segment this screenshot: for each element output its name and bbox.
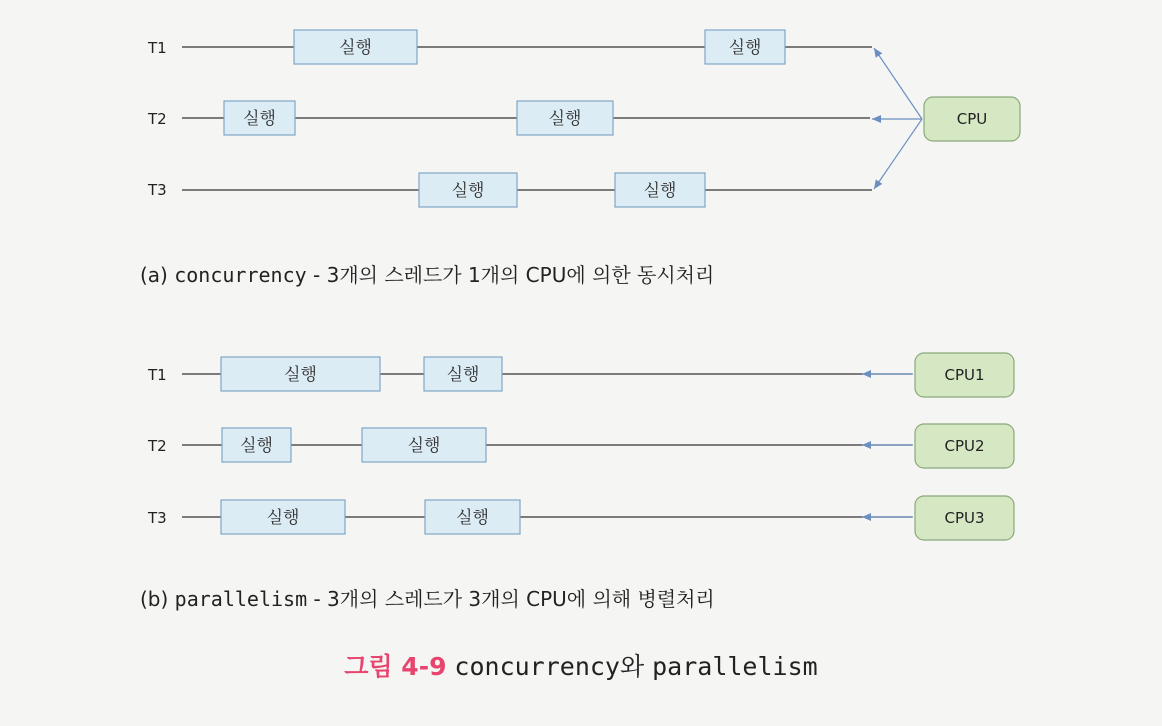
figure-title xyxy=(0,647,1162,683)
task-label-a-t3-1: 실행 xyxy=(451,181,485,201)
task-label-b-t3-2: 실행 xyxy=(456,508,489,528)
caption-b-suffix: - 3개의 스레드가 3개의 CPU에 의해 병렬처리 xyxy=(307,587,715,611)
task-label-a-t2-1: 실행 xyxy=(243,109,276,129)
cpu-arrow-a-t1 xyxy=(874,48,922,119)
figure-number: 그림 4-9 xyxy=(344,652,447,681)
task-label-a-t1-2: 실행 xyxy=(728,38,762,58)
thread-label-b-t1: T1 xyxy=(148,366,167,384)
task-label-b-t1-1: 실행 xyxy=(284,365,317,385)
thread-label-a-t2: T2 xyxy=(148,110,167,128)
caption-b-prefix: (b) xyxy=(140,587,175,611)
cpu-label-b-2: CPU2 xyxy=(944,437,985,455)
diagram-a-concurrency xyxy=(147,30,1020,207)
task-label-b-t3-1: 실행 xyxy=(266,508,300,528)
thread-label-b-t3: T3 xyxy=(148,509,167,527)
task-label-b-t1-2: 실행 xyxy=(446,365,480,385)
thread-label-a-t1: T1 xyxy=(148,39,167,57)
figure-term-1: concurrency xyxy=(454,652,620,681)
task-label-b-t2-2: 실행 xyxy=(407,436,441,456)
task-label-a-t3-2: 실행 xyxy=(643,181,677,201)
caption-a-term: concurrency xyxy=(174,263,307,287)
diagram-b-parallelism xyxy=(147,353,1014,540)
task-label-a-t2-2: 실행 xyxy=(548,109,582,129)
task-label-a-t1-1: 실행 xyxy=(339,38,372,58)
cpu-label-b-1: CPU1 xyxy=(944,366,985,384)
figure-joiner: 와 xyxy=(620,652,645,681)
cpu-label-a: CPU xyxy=(956,110,988,128)
figure-term-2: parallelism xyxy=(652,652,818,681)
caption-a-suffix: - 3개의 스레드가 1개의 CPU에 의한 동시처리 xyxy=(306,263,715,287)
thread-label-b-t2: T2 xyxy=(148,437,167,455)
caption-b-term: parallelism xyxy=(174,587,308,611)
cpu-arrow-a-t3 xyxy=(874,119,922,189)
caption-b xyxy=(140,583,715,612)
caption-a-prefix: (a) xyxy=(140,263,175,287)
thread-label-a-t3: T3 xyxy=(148,181,167,199)
cpu-label-b-3: CPU3 xyxy=(944,509,985,527)
task-label-b-t2-1: 실행 xyxy=(240,436,273,456)
caption-a xyxy=(140,259,714,288)
